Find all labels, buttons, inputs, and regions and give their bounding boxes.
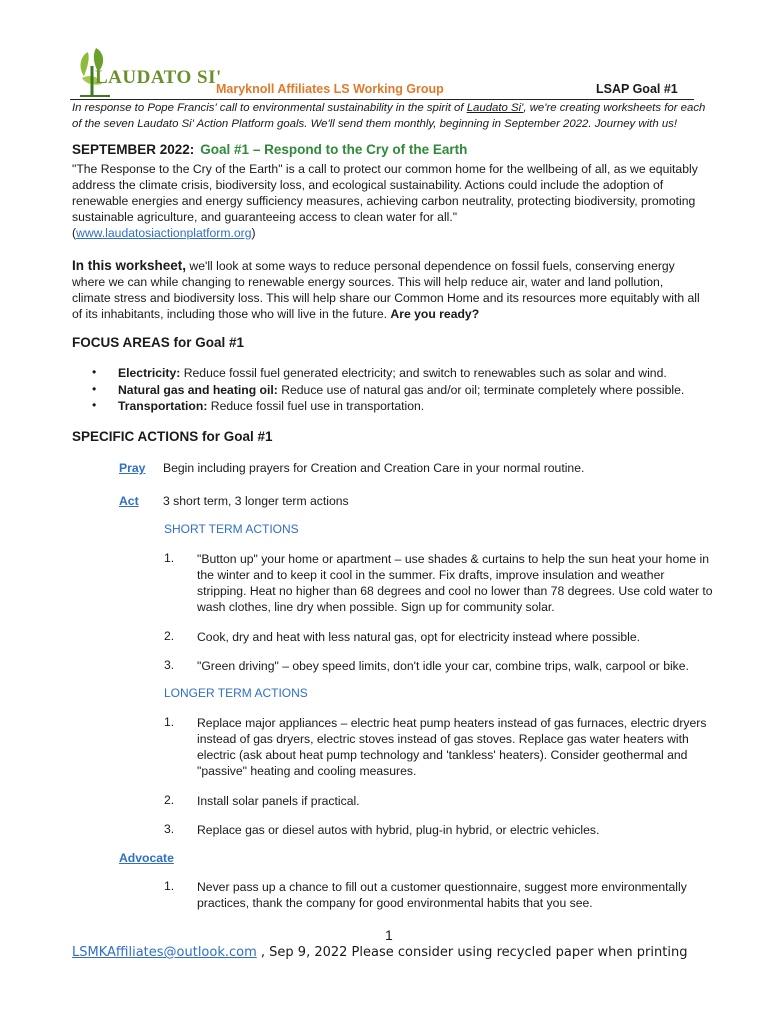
- focus-key: Natural gas and heating oil:: [118, 382, 278, 397]
- focus-key: Transportation:: [118, 399, 208, 413]
- long-action-item: Replace major appliances – electric heat pump heaters instead of gas furnaces, electric dryers instead of gas dryers, electric stoves instead of gas stoves. Replace gas water heaters with electric (ask about heat pump technology and 'tankless' heaters). Consider geothermal and "passive" heating and cooling measures.: [197, 716, 707, 778]
- item-number: 1.: [164, 551, 175, 565]
- focus-text: Reduce use of natural gas and/or oil; terminate completely where possible.: [277, 382, 685, 397]
- intro-part-b: , we're creating worksheets for each of the seven Laudato Si' Action Platform goals. We'll send them monthly, beginning in September 2022. Journey with us!: [72, 102, 706, 130]
- focus-item: [92, 399, 732, 416]
- september-label: SEPTEMBER 2022:: [72, 142, 195, 157]
- email-link[interactable]: LSMKAffiliates@outlook.com: [72, 945, 257, 960]
- item-number: 3.: [164, 658, 175, 672]
- logo-text: LAUDATO SI': [95, 67, 222, 88]
- item-number: 1.: [164, 715, 175, 729]
- footer-note: , Sep 9, 2022 Please consider using recycled paper when printing: [256, 945, 688, 960]
- short-action-item: Cook, dry and heat with less natural gas, opt for electricity instead where possible.: [197, 630, 641, 644]
- advocate-action-item: Never pass up a chance to fill out a customer questionnaire, suggest more environmentally practices, thank the company for good environmental habits that you see.: [197, 880, 687, 910]
- goal-quote-text: "The Response to the Cry of the Earth" is a call to protect our common home for the wellbeing of all, as we equitably address the climate crisis, biodiversity loss, and ecological sustainability. Actions could include the adoption of renewable energies and energy sufficiency measures, achieving carbon neutrality, protecting biodiversity, promoting sustainable agriculture, and guaranteeing access to clean water for all.": [72, 162, 698, 224]
- focus-list: [92, 366, 732, 416]
- item-number: 1.: [164, 879, 175, 893]
- item-number: 2.: [164, 629, 175, 643]
- footer: [72, 944, 712, 961]
- goal-tag: LSAP Goal #1: [596, 82, 678, 96]
- platform-link[interactable]: www.laudatosiactionplatform.org: [76, 226, 252, 240]
- working-group-title: Maryknoll Affiliates LS Working Group: [216, 82, 444, 96]
- specific-actions-heading: SPECIFIC ACTIONS for Goal #1: [72, 429, 273, 444]
- page-number: 1: [385, 927, 393, 943]
- focus-item: [92, 366, 732, 383]
- short-term-heading: SHORT TERM ACTIONS: [164, 522, 299, 536]
- focus-areas-heading: FOCUS AREAS for Goal #1: [72, 335, 245, 350]
- intro-link: Laudato Si': [466, 102, 524, 114]
- act-text: 3 short term, 3 longer term actions: [163, 494, 349, 508]
- goal-title: Goal #1 – Respond to the Cry of the Earth: [200, 142, 468, 157]
- september-heading: [72, 142, 467, 157]
- act-link[interactable]: Act: [119, 494, 139, 508]
- long-action-item: Replace gas or diesel autos with hybrid, plug-in hybrid, or electric vehicles.: [197, 823, 600, 837]
- item-number: 3.: [164, 822, 175, 836]
- goal-quote: [72, 161, 702, 241]
- short-action-item: "Button up" your home or apartment – use shades & curtains to help the sun heat your home in the winter and to keep it cool in the summer. Fix drafts, improve insulation and weather stripping. Heat no higher than 68 degrees and cool no lower than 78 degrees. Use cold water to wash clothes, line dry when possible. Sign up for community solar.: [197, 552, 713, 614]
- item-number: 2.: [164, 793, 175, 807]
- advocate-link[interactable]: Advocate: [119, 851, 174, 865]
- short-action-item: "Green driving" – obey speed limits, don't idle your car, combine trips, walk, carpool or bike.: [197, 659, 689, 673]
- long-action-item: Install solar panels if practical.: [197, 794, 360, 808]
- longer-term-heading: LONGER TERM ACTIONS: [164, 686, 308, 700]
- intro-text: [72, 100, 712, 132]
- focus-key: Electricity:: [118, 366, 181, 380]
- source-close: ): [251, 226, 256, 240]
- pray-link[interactable]: Pray: [119, 461, 146, 475]
- worksheet-paragraph: [72, 258, 702, 322]
- focus-text: Reduce fossil fuel use in transportation.: [207, 399, 425, 413]
- worksheet-body: we'll look at some ways to reduce personal dependence on fossil fuels, conserving energy where we can while changing to renewable energy sources. This will help reduce air, water and land pollution, climate stress and biodiversity loss. This will help share our Common Home and its resources more equitably with all of its inhabitants, including those who will live in the future.: [72, 259, 700, 321]
- focus-item: [92, 383, 732, 400]
- source-open: (: [72, 226, 77, 240]
- pray-text: Begin including prayers for Creation and Creation Care in your normal routine.: [163, 461, 585, 475]
- worksheet-lead: In this worksheet,: [72, 258, 187, 273]
- intro-part-a: In response to Pope Francis' call to environmental sustainability in the spirit of: [72, 102, 467, 114]
- focus-text: Reduce fossil fuel generated electricity; and switch to renewables such as solar and wind.: [180, 366, 667, 380]
- worksheet-closing: Are you ready?: [390, 307, 480, 321]
